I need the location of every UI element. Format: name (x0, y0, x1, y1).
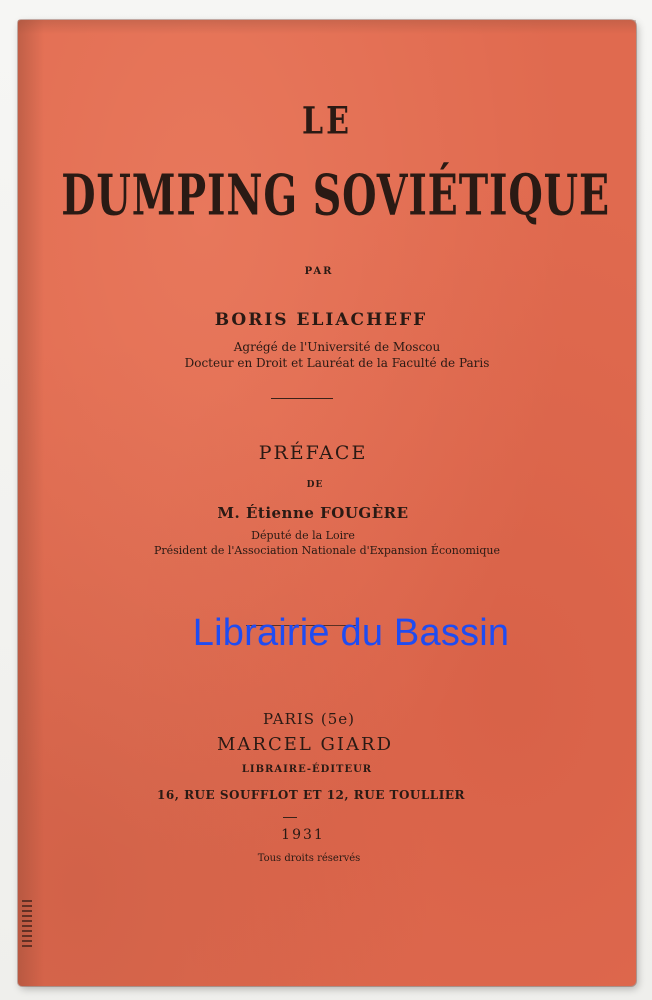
spine-thread-mark (22, 900, 32, 950)
author-name: BORIS ELIACHEFF (214, 310, 428, 330)
publication-place: PARIS (5e) (263, 710, 355, 728)
by-label: PAR (304, 266, 334, 277)
divider-rule-3 (283, 817, 297, 818)
preface-credit-2: Président de l'Association Nationale d'Expansion Économique (153, 544, 501, 557)
rights-notice: Tous droits réservés (257, 853, 361, 864)
preface-label: PRÉFACE (258, 442, 368, 464)
preface-credit-1: Député de la Loire (251, 529, 355, 542)
seller-watermark: Librairie du Bassin (192, 612, 510, 654)
publisher-name: MARCEL GIARD (216, 734, 394, 755)
preface-de: DE (306, 480, 324, 490)
preface-author: M. Étienne FOUGÈRE (217, 504, 409, 522)
publisher-address: 16, RUE SOUFFLOT ET 12, RUE TOULLIER (157, 788, 465, 802)
title-line-2: DUMPING SOVIÉTIQUE (61, 162, 611, 228)
publisher-role: LIBRAIRE-ÉDITEUR (241, 764, 373, 775)
cover-top-wear (18, 20, 636, 34)
author-credit-2: Docteur en Droit et Lauréat de la Faculté de Paris (184, 356, 490, 370)
divider-rule-1 (271, 398, 333, 399)
title-line-1: LE (302, 99, 352, 144)
book-cover (18, 20, 636, 986)
author-credit-1: Agrégé de l'Université de Moscou (233, 340, 441, 354)
publication-year: 1931 (281, 827, 325, 843)
